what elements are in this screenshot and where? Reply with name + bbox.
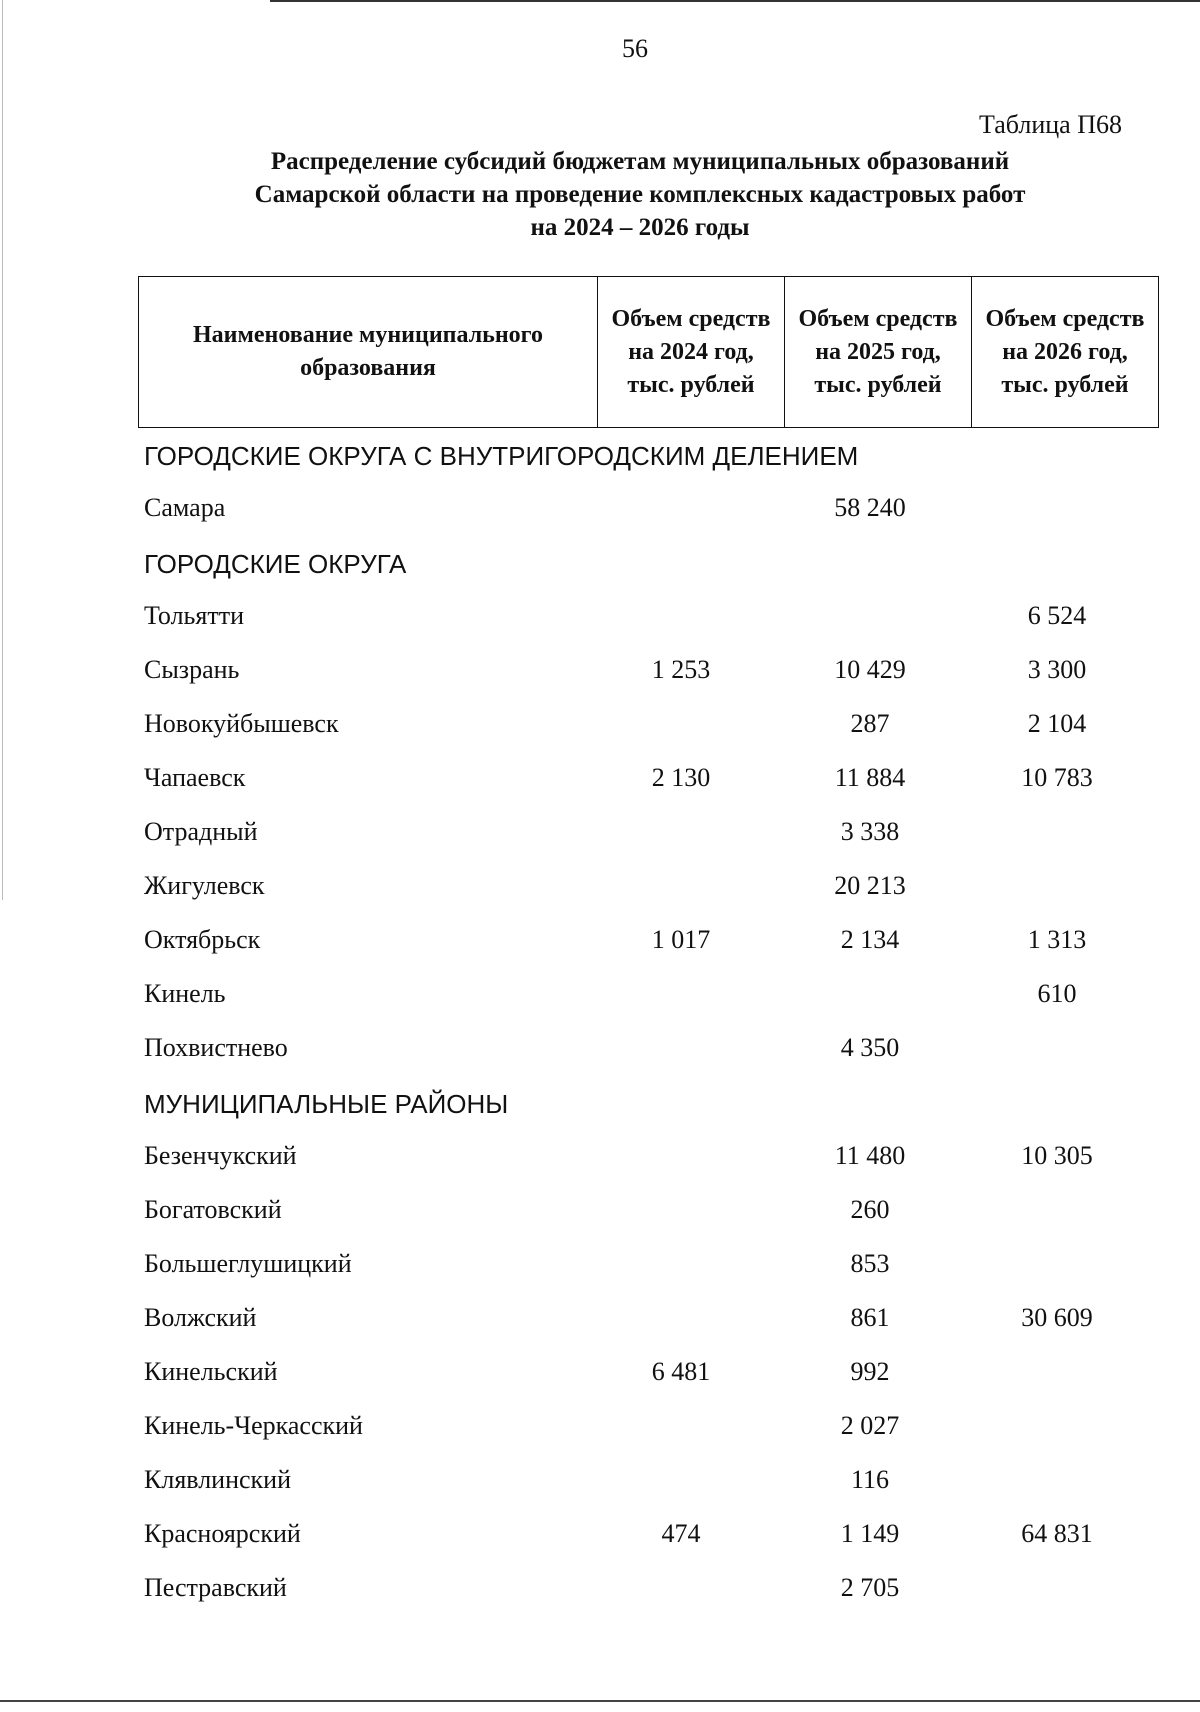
section-heading (0, 432, 1200, 486)
table-header (138, 276, 1159, 428)
section-heading (0, 1080, 1200, 1134)
amount-2024: 1 253 (651, 655, 711, 684)
municipality-name: Пестравский (144, 1573, 287, 1602)
municipality-name: Кинель-Черкасский (144, 1411, 363, 1440)
amount-2026: 10 305 (1021, 1141, 1093, 1170)
municipality-name: Октябрьск (144, 925, 261, 954)
amount-2025: 260 (850, 1195, 890, 1224)
municipality-name: Отрадный (144, 817, 258, 846)
amount-2026: 3 300 (1027, 655, 1087, 684)
municipality-name: Тольятти (144, 601, 245, 630)
municipality-name: Красноярский (144, 1519, 301, 1548)
header-2025: Объем средств на 2025 год, тыс. рублей (785, 277, 972, 428)
table-row (0, 1566, 1200, 1620)
municipality-name: Самара (144, 493, 226, 522)
table-body (0, 432, 1200, 1620)
amount-2025: 861 (850, 1303, 890, 1332)
header-2024: Объем средств на 2024 год, тыс. рублей (598, 277, 785, 428)
municipality-name: Волжский (144, 1303, 257, 1332)
table-label: Таблица П68 (979, 110, 1122, 139)
municipality-name: Клявлинский (144, 1465, 292, 1494)
table-row (0, 918, 1200, 972)
table-row (0, 1458, 1200, 1512)
municipality-name: Новокуйбышевск (144, 709, 339, 738)
table-row (0, 1242, 1200, 1296)
table-row (0, 1026, 1200, 1080)
amount-2026: 10 783 (1021, 763, 1093, 792)
amount-2024: 1 017 (651, 925, 711, 954)
table-row (0, 702, 1200, 756)
municipality-name: Богатовский (144, 1195, 282, 1224)
amount-2026: 610 (1037, 979, 1077, 1008)
section-title: ГОРОДСКИЕ ОКРУГА С ВНУТРИГОРОДСКИМ ДЕЛЕНИЕМ (144, 441, 859, 471)
amount-2025: 20 213 (834, 871, 906, 900)
table-row (0, 1134, 1200, 1188)
table-row (0, 864, 1200, 918)
amount-2025: 11 480 (834, 1141, 906, 1170)
document-title (140, 145, 1140, 244)
header-name: Наименование муниципального образования (139, 277, 598, 428)
municipality-name: Большеглушицкий (144, 1249, 352, 1278)
header-2026: Объем средств на 2026 год, тыс. рублей (972, 277, 1159, 428)
table-row (0, 1512, 1200, 1566)
municipality-name: Сызрань (144, 655, 240, 684)
municipality-name: Кинельский (144, 1357, 278, 1386)
table-row (0, 1350, 1200, 1404)
amount-2025: 2 134 (840, 925, 900, 954)
amount-2025: 992 (850, 1357, 890, 1386)
scan-edge-top (270, 0, 1200, 2)
scan-edge-bottom (0, 1700, 1200, 1702)
table-row (0, 756, 1200, 810)
municipality-name: Кинель (144, 979, 226, 1008)
amount-2024: 474 (661, 1519, 701, 1548)
municipality-name: Похвистнево (144, 1033, 288, 1062)
amount-2025: 58 240 (834, 493, 906, 522)
amount-2025: 853 (850, 1249, 890, 1278)
title-line-1: Распределение субсидий бюджетам муниципальных образований (270, 148, 1010, 175)
amount-2025: 3 338 (840, 817, 900, 846)
table-row (0, 486, 1200, 540)
municipality-name: Жигулевск (144, 871, 265, 900)
amount-2025: 116 (850, 1465, 890, 1494)
table-row (0, 648, 1200, 702)
amount-2025: 4 350 (840, 1033, 900, 1062)
amount-2025: 11 884 (834, 763, 906, 792)
section-heading (0, 540, 1200, 594)
table-row (0, 1404, 1200, 1458)
amount-2026: 64 831 (1021, 1519, 1093, 1548)
table-row (0, 972, 1200, 1026)
amount-2026: 1 313 (1027, 925, 1087, 954)
amount-2025: 1 149 (840, 1519, 900, 1548)
section-title: ГОРОДСКИЕ ОКРУГА (144, 549, 407, 579)
table-row (0, 1188, 1200, 1242)
amount-2024: 6 481 (651, 1357, 711, 1386)
amount-2024: 2 130 (651, 763, 711, 792)
amount-2025: 2 705 (840, 1573, 900, 1602)
page-number: 56 (622, 34, 648, 63)
amount-2025: 287 (850, 709, 890, 738)
amount-2025: 10 429 (834, 655, 906, 684)
municipality-name: Чапаевск (144, 763, 246, 792)
title-line-3: на 2024 – 2026 годы (530, 214, 750, 241)
table-row (0, 594, 1200, 648)
amount-2026: 30 609 (1021, 1303, 1093, 1332)
title-line-2: Самарской области на проведение комплексных кадастровых работ (254, 181, 1026, 208)
amount-2026: 2 104 (1027, 709, 1087, 738)
municipality-name: Безенчукский (144, 1141, 297, 1170)
section-title: МУНИЦИПАЛЬНЫЕ РАЙОНЫ (144, 1089, 509, 1119)
table-row (0, 810, 1200, 864)
table-row (0, 1296, 1200, 1350)
amount-2026: 6 524 (1027, 601, 1087, 630)
amount-2025: 2 027 (840, 1411, 900, 1440)
